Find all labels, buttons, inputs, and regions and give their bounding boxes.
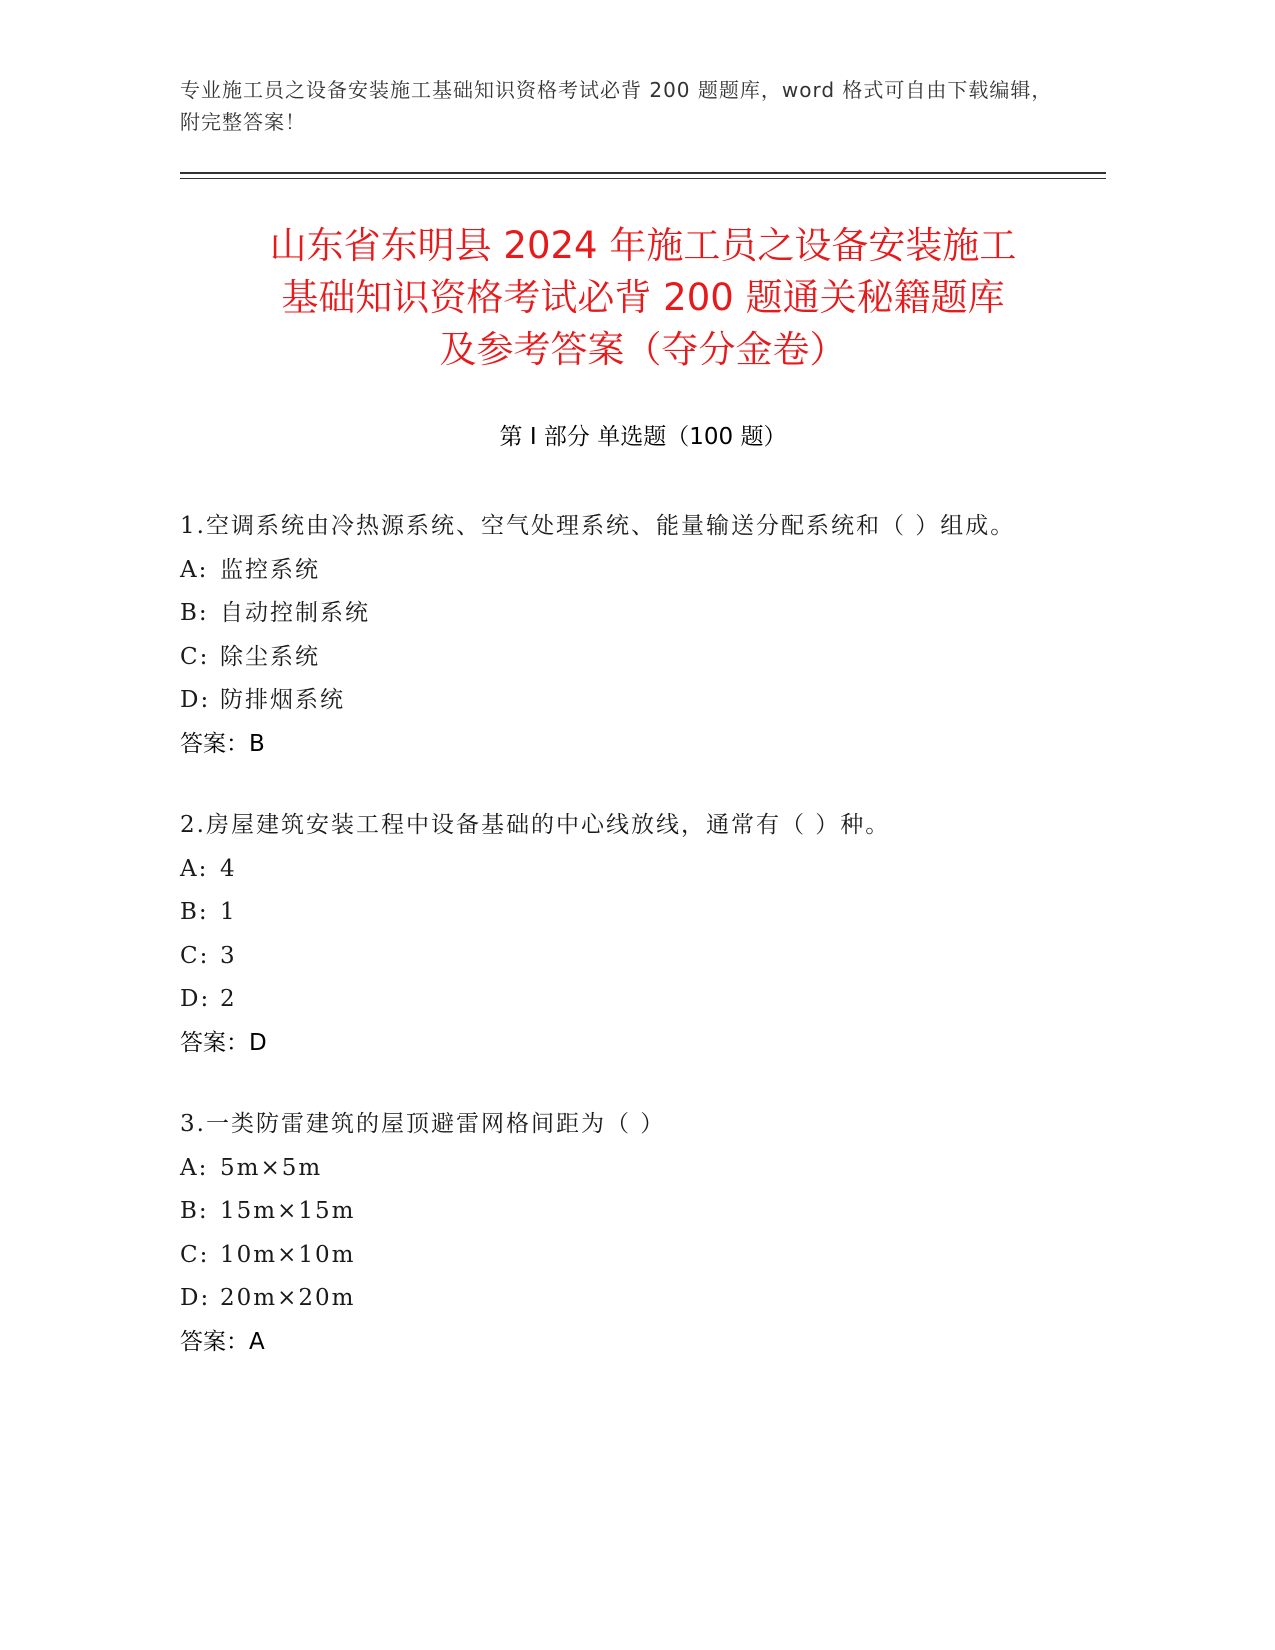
question-option-c — [180, 1234, 1060, 1278]
question-option-b — [180, 592, 1060, 636]
header-note: 专业施工员之设备安装施工基础知识资格考试必背 200 题题库，word 格式可自由下载编辑，附完整答案！ — [180, 78, 1053, 134]
option-letter: D: — [180, 1285, 211, 1311]
option-letter: A: — [180, 556, 209, 583]
option-letter: A: — [180, 855, 209, 882]
option-text: 15m×15m — [220, 1198, 356, 1224]
option-letter: C: — [180, 643, 210, 670]
option-text: 自动控制系统 — [220, 600, 370, 626]
question-option-c — [180, 935, 1060, 979]
option-letter: B: — [180, 899, 209, 925]
question-option-a — [180, 848, 1060, 892]
option-letter: B: — [180, 1198, 209, 1224]
question-stem: 2.房屋建筑安装工程中设备基础的中心线放线，通常有（ ）种。 — [180, 812, 891, 838]
question-stem: 3.一类防雷建筑的屋顶避雷网格间距为（ ） — [180, 1111, 666, 1137]
option-letter: A: — [180, 1154, 209, 1181]
header-divider-thin — [180, 178, 1106, 179]
question-option-a — [180, 1147, 1060, 1191]
header-divider-thick — [180, 172, 1106, 174]
question-option-b — [180, 1190, 1060, 1234]
section-heading: 第 I 部分 单选题（100 题） — [499, 424, 787, 450]
question-3 — [180, 1103, 1060, 1364]
option-text: 监控系统 — [220, 556, 320, 583]
question-1 — [180, 505, 1060, 766]
document-title-line-2: 基础知识资格考试必背 200 题通关秘籍题库 — [281, 276, 1005, 319]
question-answer: 答案：D — [180, 1029, 267, 1056]
option-letter: B: — [180, 600, 209, 626]
question-option-d — [180, 679, 1060, 723]
option-letter: C: — [180, 1241, 210, 1268]
question-stem: 1.空调系统由冷热源系统、空气处理系统、能量输送分配系统和（ ）组成。 — [180, 513, 1016, 539]
question-answer: 答案：B — [180, 730, 265, 757]
document-title — [180, 220, 1106, 376]
option-letter: D: — [180, 986, 211, 1012]
option-letter: D: — [180, 687, 211, 713]
option-text: 2 — [220, 986, 237, 1012]
option-text: 防排烟系统 — [220, 687, 345, 713]
document-title-line-3: 及参考答案（夺分金卷） — [439, 328, 847, 371]
question-answer: 答案：A — [180, 1328, 265, 1355]
document-title-line-1: 山东省东明县 2024 年施工员之设备安装施工 — [269, 224, 1017, 267]
question-option-c — [180, 636, 1060, 680]
option-text: 除尘系统 — [220, 643, 320, 670]
question-list — [180, 505, 1060, 1402]
option-letter: C: — [180, 942, 210, 969]
option-text: 4 — [220, 855, 237, 882]
question-option-d — [180, 1277, 1060, 1321]
option-text: 1 — [220, 899, 237, 925]
question-option-a — [180, 549, 1060, 593]
option-text: 10m×10m — [220, 1241, 356, 1268]
option-text: 20m×20m — [220, 1285, 356, 1311]
option-text: 3 — [220, 942, 237, 969]
question-option-d — [180, 978, 1060, 1022]
question-2 — [180, 804, 1060, 1065]
question-option-b — [180, 891, 1060, 935]
option-text: 5m×5m — [220, 1154, 323, 1181]
